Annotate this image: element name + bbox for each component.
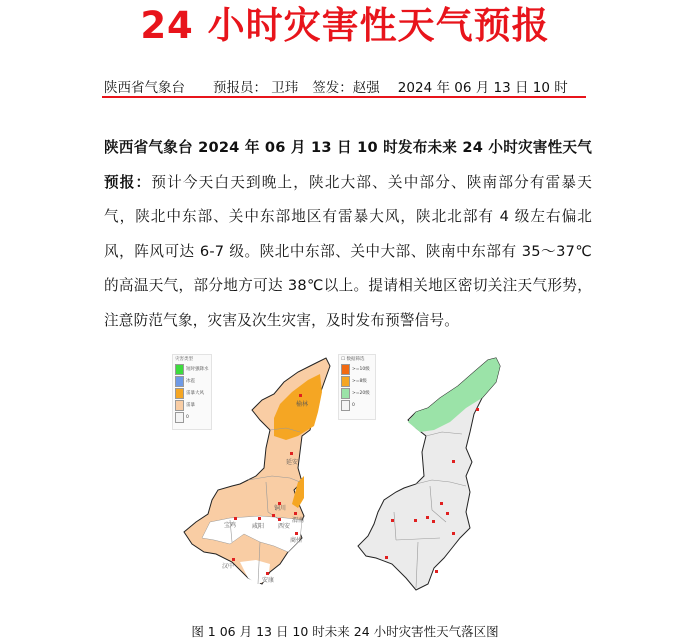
svg-text:西安: 西安	[278, 523, 291, 530]
city-label: 榆林	[296, 401, 309, 408]
svg-text:铜川: 铜川	[274, 505, 287, 512]
signer: 签发：赵强	[312, 80, 380, 96]
svg-text:安康: 安康	[262, 577, 275, 584]
svg-text:宝鸡: 宝鸡	[224, 522, 237, 529]
forecaster: 预报员： 卫玮	[213, 80, 299, 96]
legend-label: >=20级	[352, 391, 370, 396]
legend-title: 灾害类型	[175, 357, 193, 362]
organization: 陕西省气象台	[104, 80, 185, 96]
legend-label: 短时强降水	[186, 367, 209, 372]
svg-text:咸阳: 咸阳	[252, 523, 265, 530]
legend-label: 0	[186, 414, 189, 420]
legend-label: 冰雹	[186, 379, 195, 384]
report-meta	[104, 76, 568, 96]
forecast-figure	[170, 352, 515, 610]
header-divider	[102, 96, 586, 98]
right-map-legend	[338, 354, 376, 420]
legend-label: 雷暴大风	[186, 391, 204, 396]
forecast-paragraph	[104, 131, 592, 338]
issue-datetime: 2024 年 06 月 13 日 10 时	[397, 80, 568, 96]
figure-caption: 图 1 06 月 13 日 10 时未来 24 小时灾害性天气落区图	[191, 624, 499, 639]
legend-title: ☐ 数据筛选	[341, 357, 365, 362]
svg-text:汉中: 汉中	[222, 563, 235, 570]
report-title: 24 小时灾害性天气预报	[140, 4, 550, 47]
svg-text:商州: 商州	[290, 537, 303, 544]
legend-label: 0	[352, 402, 355, 408]
svg-text:渭南: 渭南	[292, 517, 305, 524]
legend-label: >=10级	[352, 367, 370, 372]
legend-label: >=8级	[352, 379, 367, 384]
forecast-text: 预计今天白天到晚上，陕北大部、关中部分、陕南部分有雷暴天气，陕北中东部、关中东部地区有雷暴大风，陕北北部有 4 级左右偏北风，阵风可达 6-7 级。陕北中东部、关中大部、陕南中东部有 35～37℃的高温天气，部分地方可达 38℃以上。提请相关地区密切关注天气形势，注意防范气象，灾害及次生灾害，及时发布预警信号。	[104, 173, 592, 329]
svg-text:延安: 延安	[286, 459, 299, 466]
forecast-lead: 陕西省气象台 2024 年 06 月 13 日 10 时发布未来 24 小时灾害性天气预报：	[104, 139, 592, 191]
legend-label: 雷暴	[186, 403, 195, 408]
